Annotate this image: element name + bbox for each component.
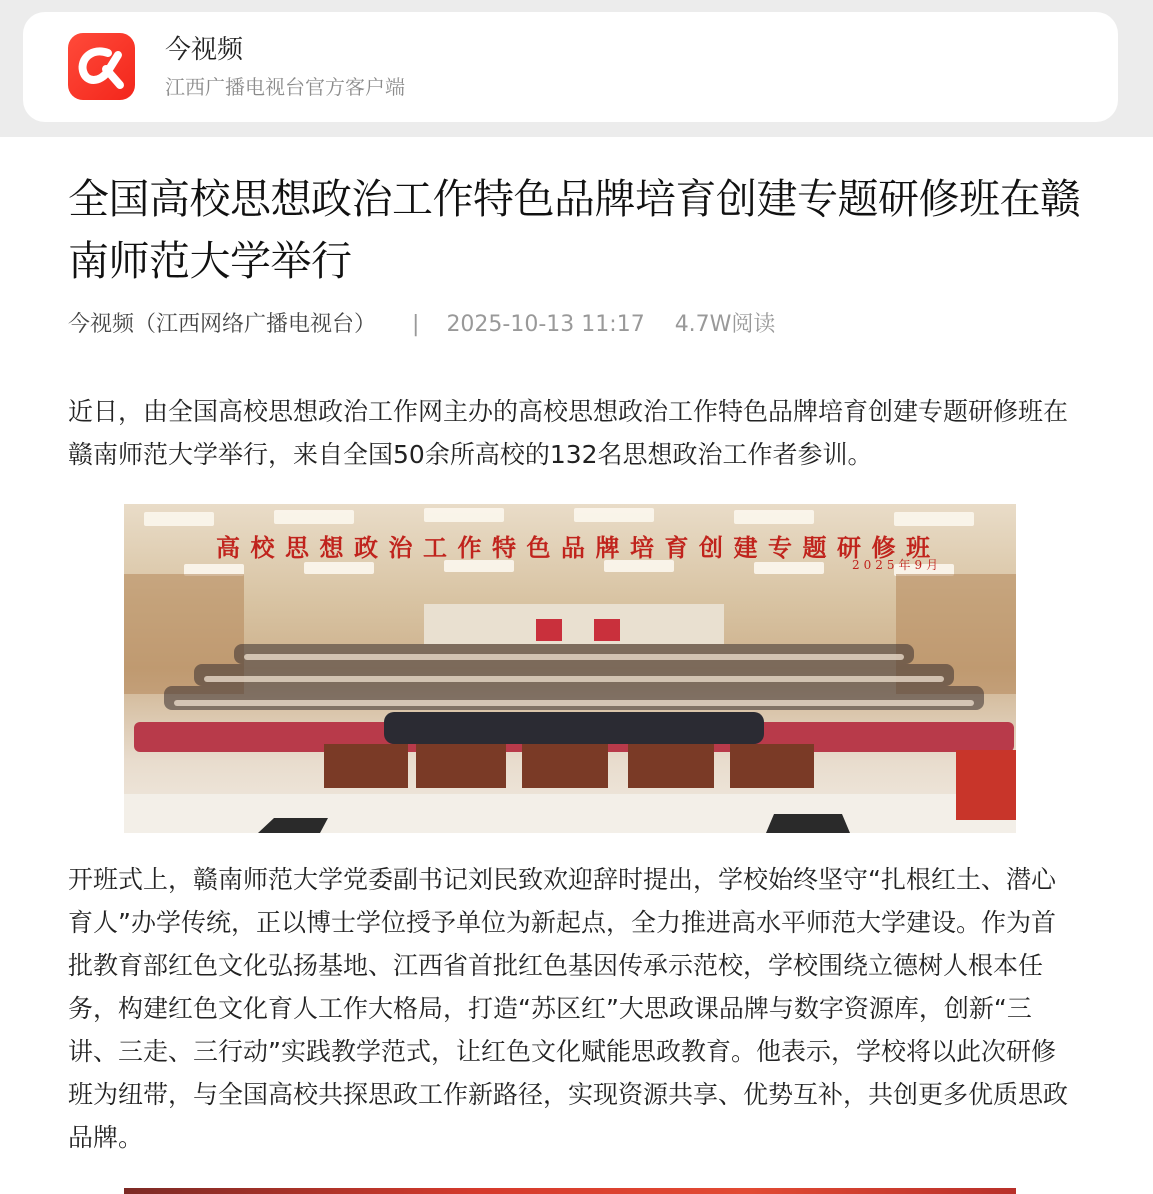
article-meta (68, 305, 1068, 345)
banner-text: 高校思想政治工作特色品牌培育创建专题研修班 (216, 533, 941, 562)
meta-separator: | (412, 312, 420, 337)
app-header-bar (0, 0, 1153, 137)
article-paragraph: 近日，由全国高校思想政治工作网主办的高校思想政治工作特色品牌培育创建专题研修班在赣南师范大学举行，来自全国50余所高校的132名思想政治工作者参训。 (68, 397, 1069, 469)
read-count: 4.7W阅读 (674, 312, 776, 337)
article-source[interactable]: 今视频（江西网络广播电视台） (68, 312, 377, 337)
app-name: 今视频 (165, 35, 244, 65)
article-photo[interactable] (124, 504, 1016, 833)
article-title: 全国高校思想政治工作特色品牌培育创建专题研修班在赣南师范大学举行 (68, 175, 1081, 285)
app-info-card[interactable] (23, 12, 1118, 122)
next-article-photo[interactable] (124, 1188, 1016, 1194)
jinshipin-logo-icon[interactable] (68, 33, 135, 100)
app-subtitle: 江西广播电视台官方客户端 (165, 75, 405, 99)
article-date: 2025-10-13 11:17 (446, 312, 645, 337)
banner-date: 2025年9月 (852, 558, 943, 572)
article-paragraph: 开班式上，赣南师范大学党委副书记刘民致欢迎辞时提出，学校始终坚守“扎根红土、潜心育人”办学传统，正以博士学位授予单位为新起点，全力推进高水平师范大学建设。作为首批教育部红色文化弘扬基地、江西省首批红色基因传承示范校，学校围绕立德树人根本任务，构建红色文化育人工作大格局，打造“苏区红”大思政课品牌与数字资源库，创新“三讲、三走、三行动”实践教学范式，让红色文化赋能思政教育。他表示，学校将以此次研修班为纽带，与全国高校共探思政工作新路径，实现资源共享、优势互补，共创更多优质思政品牌。 (68, 865, 1069, 1152)
